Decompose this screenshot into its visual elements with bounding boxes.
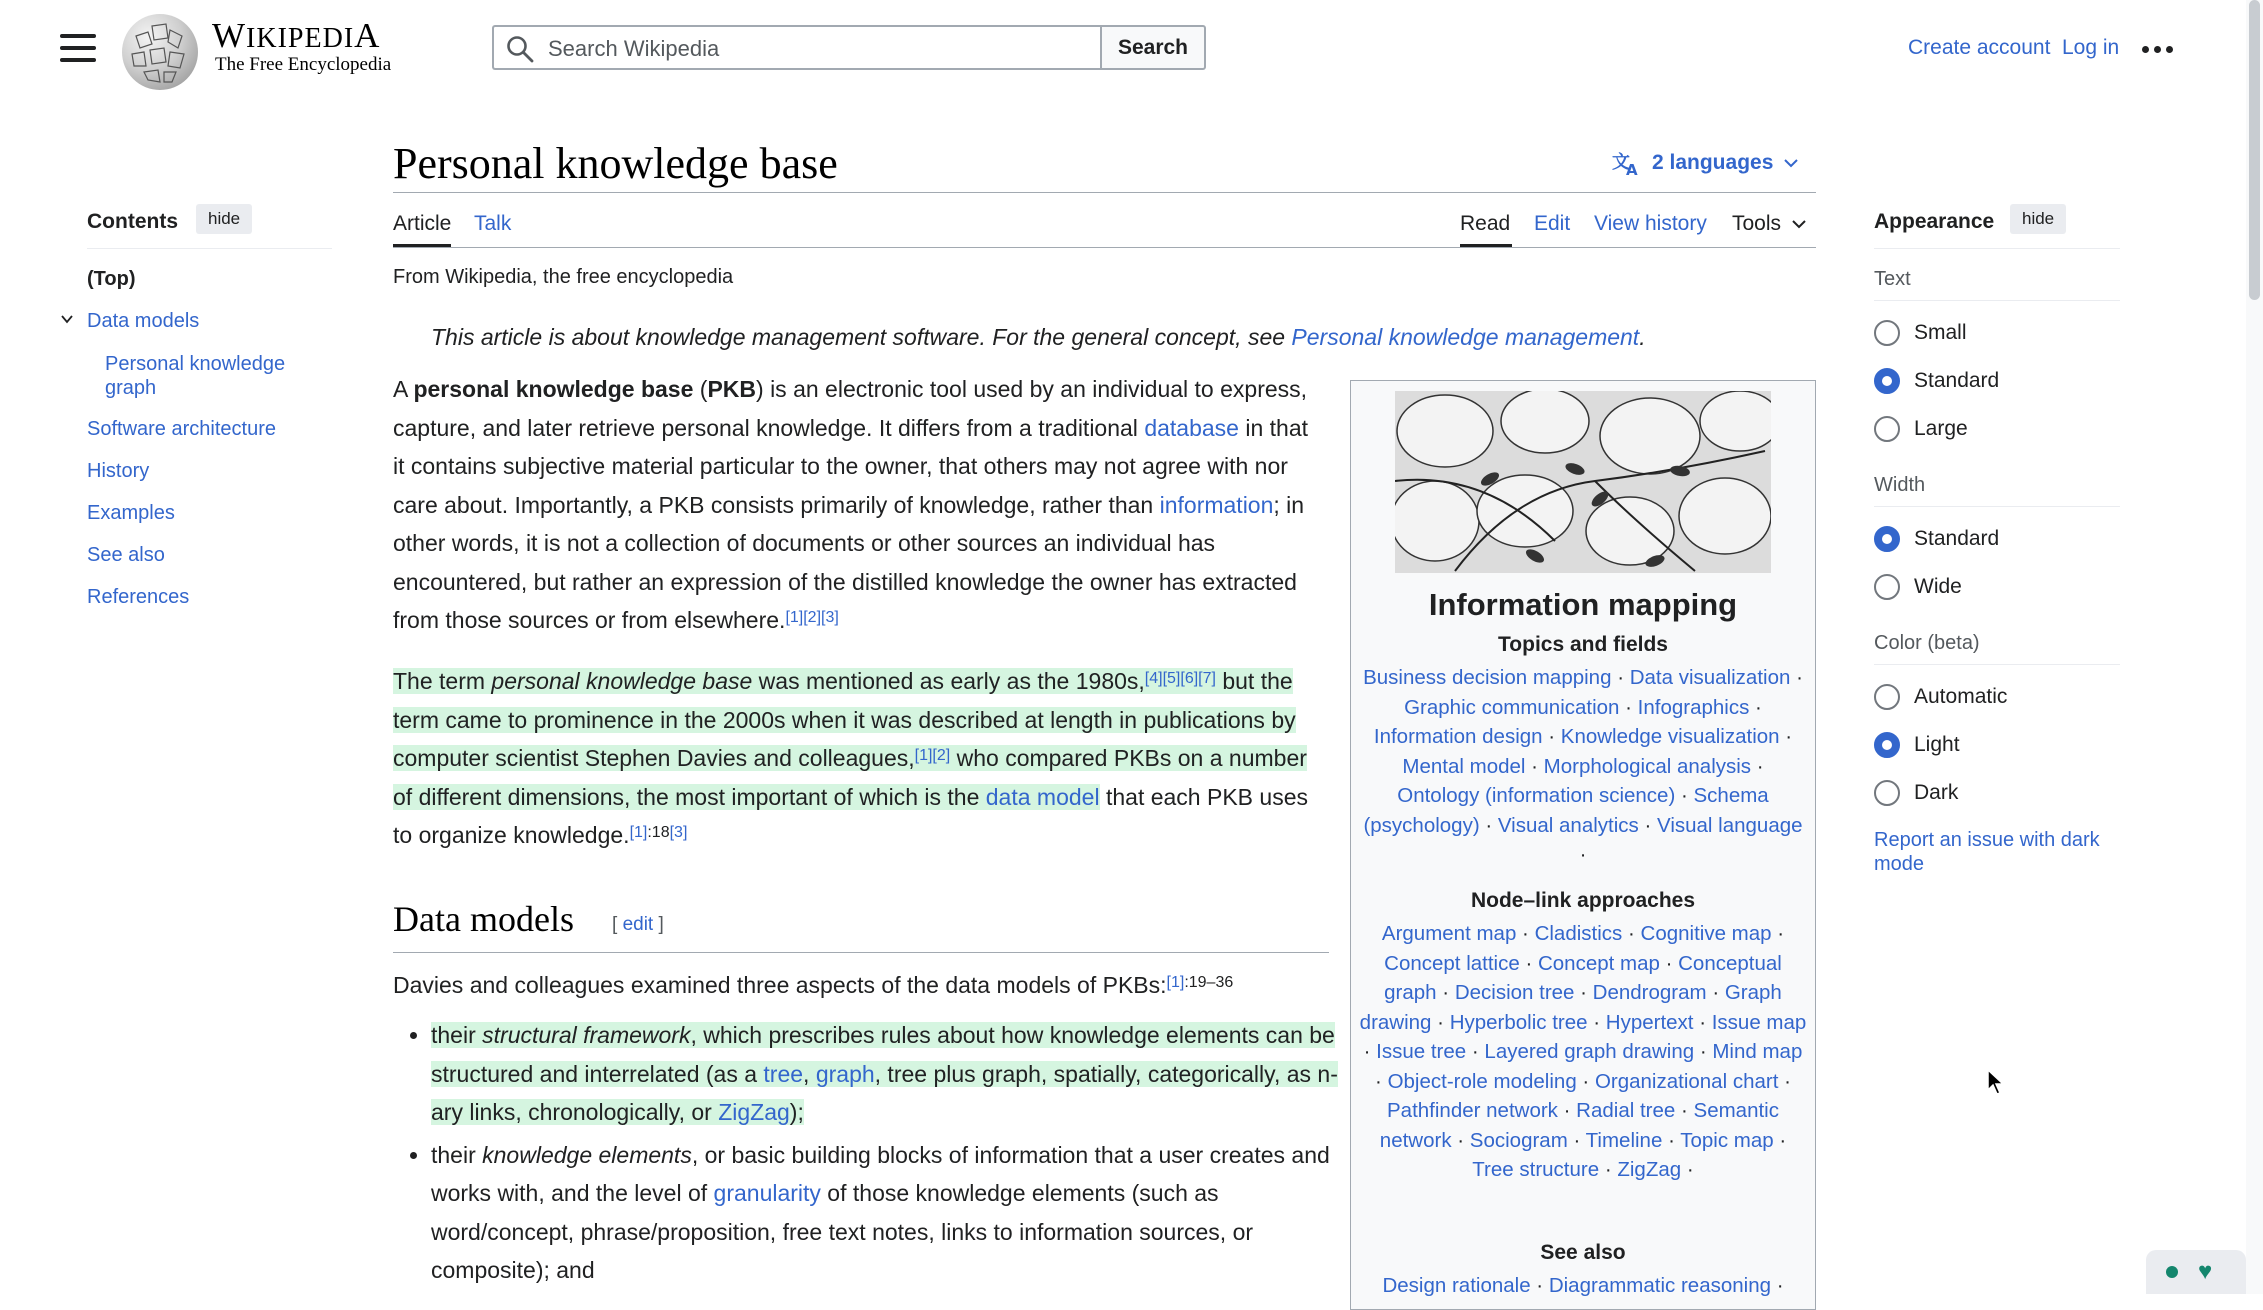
status-dot-icon — [2166, 1266, 2178, 1278]
toc-hide-button[interactable]: hide — [196, 204, 252, 234]
separator: · — [1525, 754, 1544, 778]
create-account-link[interactable]: Create account — [1908, 36, 2051, 59]
navbox-heading: See also — [1540, 1241, 1626, 1264]
wikipedia-globe-logo[interactable] — [122, 14, 198, 90]
navbox-image[interactable] — [1395, 391, 1771, 573]
navbox-link[interactable]: Mental model — [1402, 754, 1526, 778]
navbox-link[interactable]: Data visualization — [1629, 666, 1791, 689]
reference-link[interactable]: [1] — [629, 824, 648, 841]
reference-link[interactable]: [1][2][3] — [785, 609, 839, 626]
svg-text:A: A — [1626, 161, 1638, 176]
navbox-title: Information mapping — [1428, 587, 1738, 622]
separator: · — [1479, 813, 1498, 837]
navbox-link[interactable]: Radial tree — [1576, 1099, 1676, 1122]
separator: · — [1574, 981, 1593, 1004]
separator: · — [1576, 1069, 1595, 1093]
separator: · — [1675, 784, 1694, 807]
radio-automatic[interactable] — [1874, 684, 1900, 710]
navbox-link[interactable]: Graphic communication — [1404, 695, 1620, 719]
separator: · — [1567, 1128, 1586, 1152]
toc-item-history[interactable]: History — [87, 460, 150, 482]
separator: · — [1779, 725, 1793, 748]
navbox-link[interactable]: Ontology (information science) — [1397, 784, 1676, 807]
link-tree[interactable]: tree — [763, 1060, 804, 1087]
radio-standard[interactable] — [1874, 368, 1900, 394]
toc-item-personal-knowledge-graph[interactable]: Personal knowledge graph — [105, 353, 286, 399]
separator: · — [1466, 1040, 1485, 1063]
separator: · — [1675, 1099, 1694, 1122]
site-subtitle: From Wikipedia, the free encyclopedia — [393, 266, 734, 288]
separator: · — [1587, 1010, 1606, 1034]
reference-link[interactable]: [4][5][6][7] — [1144, 670, 1216, 687]
scrollbar-thumb[interactable] — [2249, 0, 2260, 300]
search-input[interactable] — [546, 31, 1090, 67]
chevron-down-icon[interactable] — [60, 312, 74, 326]
navbox-link[interactable]: Information design — [1373, 725, 1543, 748]
separator: · — [1773, 1128, 1787, 1152]
navbox-link[interactable]: Timeline — [1585, 1128, 1663, 1152]
language-count: 2 languages — [1652, 151, 1774, 174]
data-model-aspects-list — [393, 1016, 1338, 1294]
link-granularity[interactable]: granularity — [713, 1180, 821, 1206]
color-automatic-option[interactable]: Automatic — [1874, 684, 2007, 710]
radio-light[interactable] — [1874, 732, 1900, 758]
wikipedia-wordmark[interactable]: WIKIPEDIA — [212, 16, 381, 55]
reference-link[interactable]: [1][2] — [914, 747, 951, 764]
toc-item-references[interactable]: References — [87, 586, 190, 608]
separator: · — [1436, 981, 1455, 1004]
separator: · — [1771, 922, 1785, 945]
navbox-link[interactable]: Diagrammatic reasoning — [1548, 1274, 1772, 1297]
navbox-link[interactable]: Knowledge visualization — [1560, 725, 1780, 748]
separator: · — [1451, 1128, 1470, 1152]
list-item: • their structural framework, which prescribes rules about how knowledge elements can be structured and interrelated (as a tree, graph, tree plus graph, spatially, categorically, as n-ary links, chronologically, or ZigZag); — [431, 1016, 1338, 1132]
search-icon — [506, 35, 534, 63]
navbox-heading: Node–link approaches — [1470, 889, 1696, 912]
tab-edit[interactable]: Edit — [1534, 212, 1571, 235]
section-edit: [ edit ] — [612, 914, 664, 935]
tab-read[interactable]: Read — [1460, 212, 1511, 235]
tagline: The Free Encyclopedia — [215, 54, 392, 75]
section-heading-data-models: Data models — [393, 899, 574, 939]
tools-label: Tools — [1732, 212, 1782, 235]
reference-link[interactable]: [3] — [669, 824, 688, 841]
width-label: Width — [1874, 474, 1926, 496]
appearance-hide-button[interactable]: hide — [2010, 204, 2066, 234]
section-divider — [393, 952, 1329, 953]
navbox-link[interactable]: Visual language — [1657, 813, 1803, 837]
reference-link[interactable]: [1] — [1166, 974, 1185, 991]
separator: · — [1681, 1158, 1694, 1181]
text-size-standard-option[interactable]: Standard — [1874, 368, 1999, 394]
separator: · — [1557, 1099, 1577, 1122]
toc-item-see-also[interactable]: See also — [87, 544, 165, 566]
link-data-model[interactable]: data model — [985, 783, 1100, 810]
report-dark-mode-link[interactable]: Report an issue with dark mode — [1874, 829, 2100, 875]
navbox-link[interactable]: Morphological analysis — [1543, 754, 1752, 778]
width-standard-option[interactable]: Standard — [1874, 526, 1999, 552]
navbox-link[interactable]: Business decision mapping — [1363, 666, 1612, 689]
group-divider — [1874, 506, 2120, 507]
navbox-link[interactable]: Pathfinder network — [1387, 1099, 1558, 1122]
page-title: Personal knowledge base — [393, 139, 838, 188]
separator: · — [1751, 754, 1764, 778]
radio-width-standard[interactable] — [1874, 526, 1900, 552]
navbox-link[interactable]: Visual analytics — [1497, 813, 1639, 837]
navbox-list — [1359, 1271, 1807, 1301]
navbox-link[interactable]: Design rationale — [1382, 1274, 1531, 1297]
hatnote: This article is about knowledge management software. For the general concept, see Personal knowledge management. — [431, 324, 1646, 350]
separator: · — [1611, 666, 1630, 689]
navbox-link[interactable]: Concept map — [1537, 951, 1660, 975]
navbox-list — [1359, 919, 1807, 1185]
radio-width-wide[interactable] — [1874, 574, 1900, 600]
width-wide-option[interactable]: Wide — [1874, 574, 1962, 600]
color-light-option[interactable]: Light — [1874, 732, 1960, 758]
separator: · — [1516, 922, 1535, 945]
toc-item-data-models[interactable]: Data models — [87, 310, 200, 332]
separator: · — [1530, 1274, 1549, 1297]
tabs-divider — [393, 247, 1816, 248]
tab-view-history[interactable]: View history — [1594, 212, 1707, 235]
separator: · — [1519, 951, 1538, 975]
navbox-link[interactable]: Hyperbolic tree — [1449, 1010, 1588, 1034]
navbox-link[interactable]: Issue map — [1711, 1010, 1807, 1034]
link-zigzag[interactable]: ZigZag — [718, 1099, 790, 1125]
information-mapping-navbox — [1350, 380, 1816, 1310]
navbox-link[interactable]: Mind map — [1712, 1040, 1803, 1063]
color-label: Color (beta) — [1874, 632, 1980, 654]
radio-dark[interactable] — [1874, 780, 1900, 806]
navbox-link[interactable]: Hypertext — [1605, 1010, 1694, 1034]
link-graph[interactable]: graph — [815, 1060, 875, 1087]
toc-title: Contents — [87, 210, 178, 233]
separator: · — [1622, 922, 1641, 945]
text-size-small-option[interactable]: Small — [1874, 320, 1967, 346]
separator: · — [1375, 1069, 1388, 1093]
navbox-heading: Topics and fields — [1498, 633, 1668, 656]
chevron-down-icon — [1783, 157, 1799, 169]
navbox-link[interactable]: Organizational chart — [1594, 1069, 1779, 1093]
toc-item-top[interactable]: (Top) — [87, 268, 136, 290]
navbox-link[interactable]: Decision tree — [1454, 981, 1575, 1004]
chevron-down-icon — [1791, 218, 1807, 230]
navbox-link[interactable]: Infographics — [1637, 695, 1750, 719]
color-dark-option[interactable]: Dark — [1874, 780, 1958, 806]
translate-icon — [1612, 150, 1642, 176]
separator: · — [1706, 981, 1725, 1004]
hatnote-link[interactable]: Personal knowledge management — [1291, 324, 1640, 350]
group-divider — [1874, 300, 2120, 301]
main-menu-button[interactable] — [60, 34, 96, 64]
mouse-cursor-icon — [1986, 1068, 2006, 1096]
toc-item-examples[interactable]: Examples — [87, 502, 175, 524]
separator: · — [1771, 1274, 1784, 1297]
separator: · — [1431, 1010, 1450, 1034]
navbox-list — [1359, 663, 1807, 870]
toc-divider — [87, 248, 332, 249]
separator: · — [1790, 666, 1803, 689]
navbox-link[interactable]: ZigZag — [1617, 1158, 1682, 1181]
navbox-link[interactable]: Cognitive map — [1640, 922, 1772, 945]
group-divider — [1874, 664, 2120, 665]
title-divider — [393, 192, 1816, 193]
link-database[interactable]: database — [1144, 414, 1239, 441]
navbox-link[interactable]: Argument map — [1381, 922, 1517, 945]
more-options-icon[interactable] — [2142, 40, 2186, 60]
navbox-link[interactable]: Semantic network — [1379, 1099, 1779, 1152]
navbox-link[interactable]: Layered graph drawing — [1484, 1040, 1695, 1063]
search-field[interactable] — [492, 25, 1100, 70]
separator: · — [1778, 1069, 1791, 1093]
text-size-label: Text — [1874, 268, 1911, 290]
radio-small[interactable] — [1874, 320, 1900, 346]
heart-icon: ♥ — [2198, 1258, 2213, 1285]
tools-dropdown[interactable] — [1732, 212, 1807, 236]
navbox-link[interactable]: Object-role modeling — [1387, 1069, 1577, 1093]
navbox-link[interactable]: Topic map — [1680, 1128, 1774, 1152]
separator: · — [1579, 843, 1587, 866]
navbox-link[interactable]: Dendrogram — [1592, 981, 1707, 1004]
svg-text:文: 文 — [1612, 152, 1630, 173]
separator: · — [1694, 1040, 1713, 1063]
separator: · — [1693, 1010, 1712, 1034]
separator: · — [1619, 695, 1638, 719]
link-information[interactable]: information — [1159, 491, 1274, 518]
navbox-link[interactable]: Schema (psychology) — [1363, 784, 1769, 837]
tab-article[interactable]: Article — [393, 212, 452, 235]
navbox-link[interactable]: Tree structure — [1472, 1158, 1600, 1181]
language-button[interactable] — [1612, 150, 1799, 176]
paragraph-history: The term personal knowledge base was mentioned as early as the 1980s,[4][5][6][7] but the term came to prominence in the 2000s when it was described at length in publications by computer scientist Stephen Davies and colleagues,[1][2] who compared PKBs on a number of different dimensions, the most important of which is the data model that each PKB uses to organize knowledge.[1]:18[3] — [393, 668, 1308, 848]
tab-talk[interactable]: Talk — [474, 212, 512, 235]
toc-item-software-architecture[interactable]: Software architecture — [87, 418, 276, 440]
paragraph-intro: A personal knowledge base (PKB) is an electronic tool used by an individual to express, capture, and later retrieve personal knowledge. It differs from a traditional database in that it contains subjective material particular to the owner, that others may not agree with nor care about. Importantly, a PKB consists primarily of knowledge, rather than information; in other words, it is not a collection of documents or other sources an individual has encountered, but rather an expression of the distilled knowledge the owner has extracted from those sources or from elsewhere.[1][2][3] — [393, 376, 1308, 633]
separator: · — [1542, 725, 1561, 748]
navbox-link[interactable]: Sociogram — [1469, 1128, 1568, 1152]
feedback-widget[interactable] — [2146, 1250, 2246, 1294]
paragraph-data-models: Davies and colleagues examined three aspects of the data models of PKBs:$^{[1]:19-36}$ — [393, 972, 1234, 998]
search-button[interactable]: Search — [1100, 25, 1206, 70]
text-size-large-option[interactable]: Large — [1874, 416, 1968, 442]
appearance-title: Appearance — [1874, 210, 1995, 233]
appearance-divider — [1874, 248, 2120, 249]
section-edit-link[interactable]: edit — [622, 914, 654, 935]
list-item: • their knowledge elements, or basic building blocks of information that a user creates and works with, and the level of granularity of those knowledge elements (such as word/concept, phrase/proposition, free text notes, links to information sources, or composite); and — [431, 1136, 1338, 1290]
separator: · — [1662, 1128, 1681, 1152]
separator: · — [1659, 951, 1679, 975]
navbox-link[interactable]: Issue tree — [1376, 1040, 1467, 1063]
log-in-link[interactable]: Log in — [2062, 36, 2120, 59]
separator: · — [1599, 1158, 1618, 1181]
separator: · — [1749, 695, 1762, 719]
separator: · — [1638, 813, 1658, 837]
navbox-link[interactable]: Conceptual graph — [1384, 951, 1782, 1004]
navbox-link[interactable]: Concept lattice — [1384, 951, 1520, 975]
navbox-link[interactable]: Graph drawing — [1359, 981, 1782, 1034]
radio-large[interactable] — [1874, 416, 1900, 442]
navbox-link[interactable]: Cladistics — [1534, 922, 1623, 945]
separator: · — [1363, 1040, 1377, 1063]
